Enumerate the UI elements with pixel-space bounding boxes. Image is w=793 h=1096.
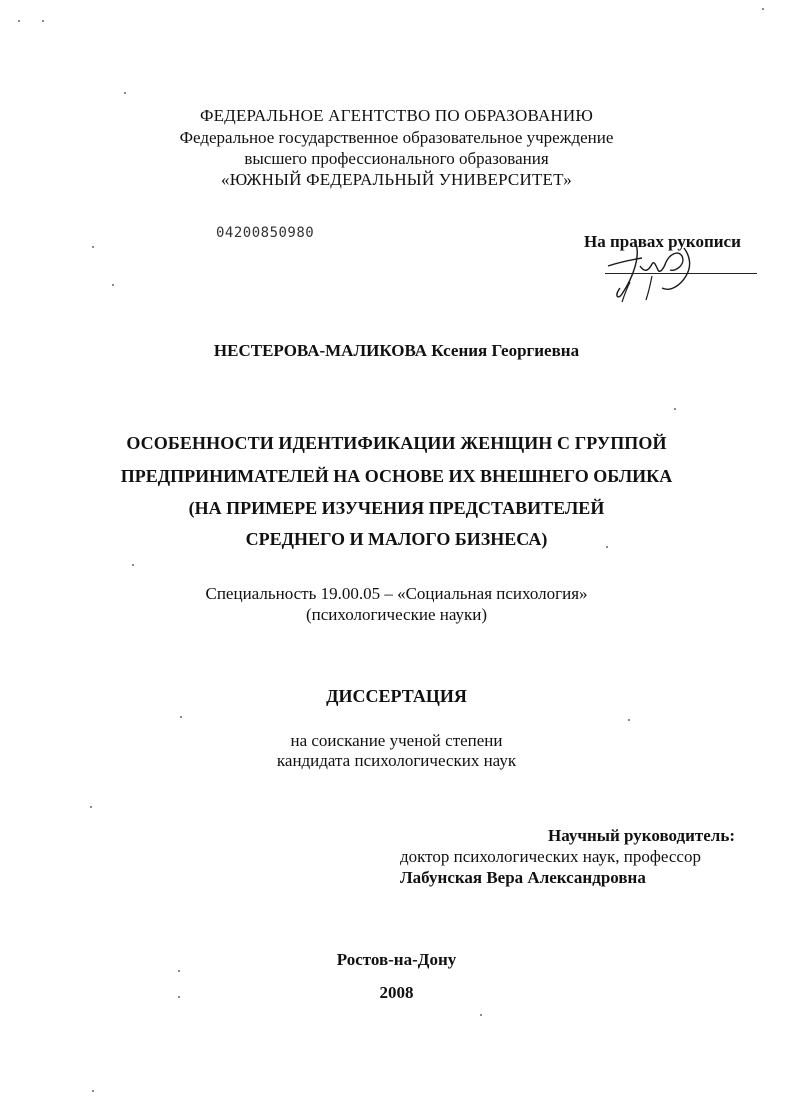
specialty-line-1: Специальность 19.00.05 – «Социальная психология» — [205, 584, 588, 603]
institution-line-1: Федеральное государственное образовательное учреждение — [179, 128, 614, 147]
document-code: 04200850980 — [216, 225, 315, 241]
scan-speck — [92, 246, 94, 248]
rights-notice: На правах рукописи — [584, 232, 741, 251]
scan-speck — [762, 8, 764, 10]
city: Ростов-на-Дону — [336, 950, 457, 969]
supervisor-label: Научный руководитель: — [548, 826, 735, 845]
signature-icon — [600, 236, 710, 306]
title-line-3: (НА ПРИМЕРЕ ИЗУЧЕНИЯ ПРЕДСТАВИТЕЛЕЙ — [188, 498, 605, 518]
degree-line-1: на соискание ученой степени — [290, 731, 503, 750]
scan-speck — [92, 1090, 94, 1092]
scan-speck — [124, 92, 126, 94]
scan-speck — [178, 970, 180, 972]
agency-name: ФЕДЕРАЛЬНОЕ АГЕНТСТВО ПО ОБРАЗОВАНИЮ — [199, 106, 594, 125]
scan-speck — [112, 284, 114, 286]
year: 2008 — [379, 983, 414, 1002]
institution-line-2: высшего профессионального образования — [244, 149, 549, 168]
author-name: НЕСТЕРОВА-МАЛИКОВА Ксения Георгиевна — [213, 341, 580, 360]
title-line-1: ОСОБЕННОСТИ ИДЕНТИФИКАЦИИ ЖЕНЩИН С ГРУППОЙ — [126, 433, 667, 453]
scan-speck — [90, 806, 92, 808]
scan-speck — [628, 719, 630, 721]
scan-speck — [18, 20, 20, 22]
scan-speck — [180, 716, 182, 718]
document-type: ДИССЕРТАЦИЯ — [326, 686, 467, 706]
scan-speck — [606, 546, 608, 548]
scan-speck — [480, 1014, 482, 1016]
scan-speck — [42, 20, 44, 22]
scan-speck — [132, 564, 134, 566]
scan-speck — [178, 996, 180, 998]
supervisor-title: доктор психологических наук, профессор — [400, 847, 701, 866]
title-line-4: СРЕДНЕГО И МАЛОГО БИЗНЕСА) — [245, 529, 548, 549]
supervisor-name: Лабунская Вера Александровна — [400, 868, 646, 887]
degree-line-2: кандидата психологических наук — [276, 751, 517, 770]
scan-speck — [674, 408, 676, 410]
specialty-line-2: (психологические науки) — [305, 605, 488, 624]
university-name: «ЮЖНЫЙ ФЕДЕРАЛЬНЫЙ УНИВЕРСИТЕТ» — [221, 170, 572, 189]
title-line-2: ПРЕДПРИНИМАТЕЛЕЙ НА ОСНОВЕ ИХ ВНЕШНЕГО ОБЛИКА — [120, 466, 673, 486]
